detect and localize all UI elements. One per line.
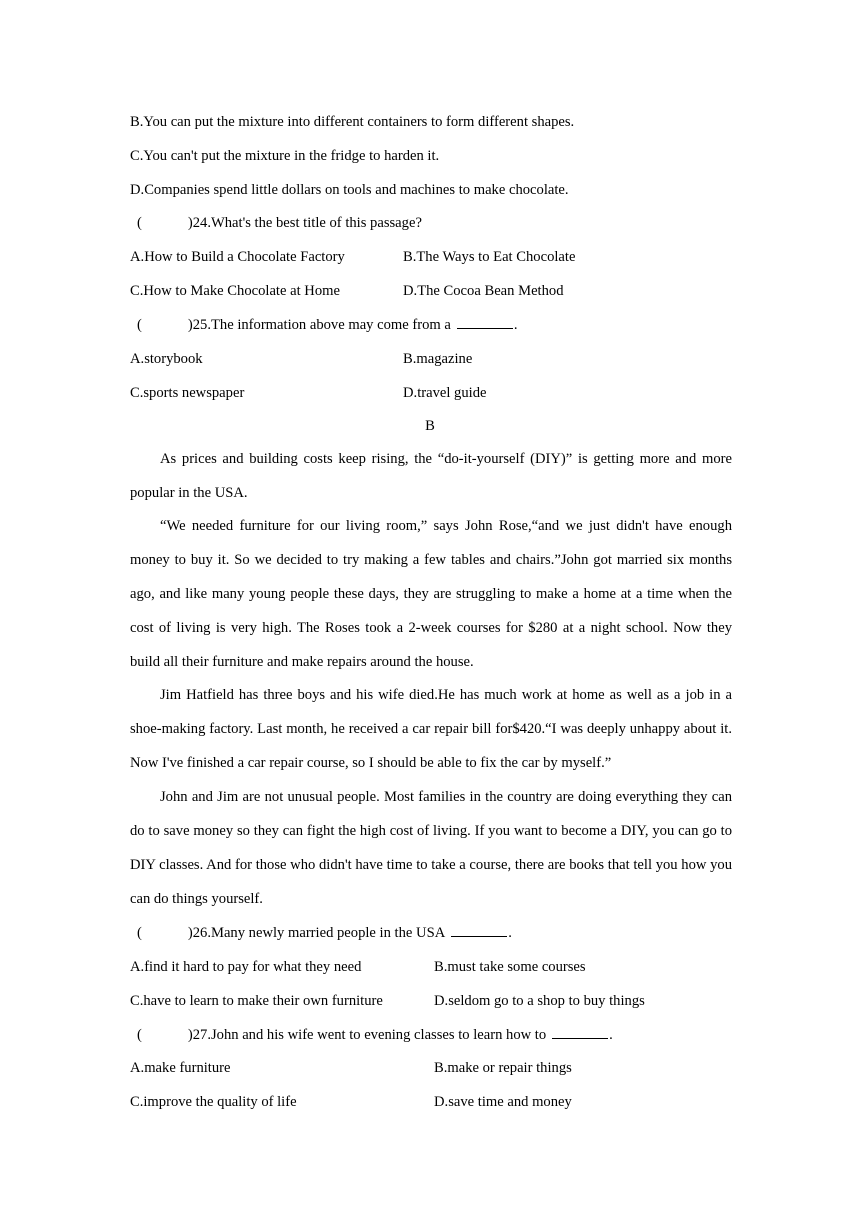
fill-blank[interactable] <box>552 1025 608 1039</box>
answer-paren-open: ( <box>137 215 142 231</box>
q23-option-b: B.You can put the mixture into different containers to form different shapes. <box>130 114 575 130</box>
q25-option-a: A.storybook <box>130 351 203 367</box>
answer-paren-open: ( <box>137 317 142 333</box>
q24-option-d: D.The Cocoa Bean Method <box>403 283 564 299</box>
q25-stem-end: . <box>513 317 518 333</box>
q27-stem <box>137 1025 613 1045</box>
q24-stem-text: )24.What's the best title of this passage? <box>187 215 422 231</box>
q25-option-b: B.magazine <box>403 351 473 367</box>
q26-stem-text: )26.Many newly married people in the USA <box>187 925 446 941</box>
answer-paren-open: ( <box>137 925 142 941</box>
q26-option-c: C.have to learn to make their own furniture <box>130 993 383 1009</box>
fill-blank[interactable] <box>451 923 507 937</box>
q23-option-d: D.Companies spend little dollars on tools and machines to make chocolate. <box>130 182 569 198</box>
q27-stem-text: )27.John and his wife went to evening classes to learn how to <box>187 1027 547 1043</box>
passage-paragraph-4: John and Jim are not unusual people. Most families in the country are doing everything they can do to save money so they can fight the high cost of living. If you want to become a DIY, you can go to DIY classes. And for those who didn't have time to take a course, there are books that tell you how you can do things yourself. <box>130 789 732 907</box>
q25-option-d: D.travel guide <box>403 385 487 401</box>
q26-option-d: D.seldom go to a shop to buy things <box>434 993 645 1009</box>
q27-stem-end: . <box>609 1027 613 1043</box>
q24-option-b: B.The Ways to Eat Chocolate <box>403 249 576 265</box>
q25-stem <box>137 315 518 335</box>
q25-option-c: C.sports newspaper <box>130 385 245 401</box>
q25-stem-text: )25.The information above may come from a <box>187 317 451 333</box>
passage-paragraph-1: As prices and building costs keep rising, the “do-it-yourself (DIY)” is getting more and more popular in the USA. <box>130 451 732 501</box>
q27-option-d: D.save time and money <box>434 1094 572 1110</box>
q26-stem <box>137 923 512 943</box>
q23-option-c: C.You can't put the mixture in the fridge to harden it. <box>130 148 440 164</box>
passage-paragraph-3: Jim Hatfield has three boys and his wife died.He has much work at home as well as a job in a shoe-making factory. Last month, he received a car repair bill for$420.“I was deeply unhappy about it. Now I've finished a car repair course, so I should be able to fix the car by myself.” <box>130 687 732 771</box>
q27-option-b: B.make or repair things <box>434 1060 572 1076</box>
section-heading: B <box>425 418 435 434</box>
q27-option-c: C.improve the quality of life <box>130 1094 297 1110</box>
passage-paragraph-2: “We needed furniture for our living room,” says John Rose,“and we just didn't have enough money to buy it. So we decided to try making a few tables and chairs.”John got married six months ago, and like many young people these days, they are struggling to make a home at a time when the cost of living is very high. The Roses took a 2-week courses for $280 at a night school. Now they build all their furniture and make repairs around the house. <box>130 518 732 670</box>
fill-blank[interactable] <box>457 315 513 329</box>
answer-paren-open: ( <box>137 1027 142 1043</box>
q24-option-a: A.How to Build a Chocolate Factory <box>130 249 345 265</box>
q24-option-c: C.How to Make Chocolate at Home <box>130 283 340 299</box>
q26-option-a: A.find it hard to pay for what they need <box>130 959 362 975</box>
q26-stem-end: . <box>508 925 512 941</box>
q24-stem <box>137 213 422 233</box>
q27-option-a: A.make furniture <box>130 1060 231 1076</box>
q26-option-b: B.must take some courses <box>434 959 586 975</box>
